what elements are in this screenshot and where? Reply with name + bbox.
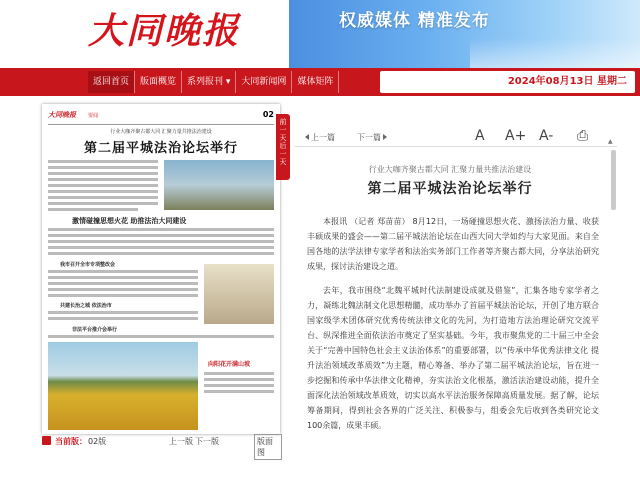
text-line	[48, 190, 158, 193]
chevron-left-icon	[305, 134, 309, 140]
text-line	[48, 282, 198, 285]
next-page-link[interactable]: 下一版	[195, 437, 219, 446]
nav-media-matrix[interactable]: 媒体矩阵	[292, 71, 339, 93]
banner-slogan: 权威媒体 精准发布	[339, 11, 490, 31]
article-paragraph: 去年，我市围绕“北魏平城时代法制建设成就及借鉴”，汇集各地专家学者之力，凝练北魏法制文化思想精髓，成功举办了首届平城法治论坛，开创了地方联合国家级学术团体研究优秀传统法律文化的先河，为打造地方法治理论研究交流平台、纵深推进全面依法治市奠定了坚实基础。今年，我市聚焦党的二十届三中全会关于“完善中国特色社会主义法治体系”的重要部署，以“传承中华优秀法律文化 提升法治领域改革质效”为主题，精心筹备、举办了第二届平城法治论坛，旨在进一步挖掘和传承中华法律文化精神，夯实法治文化根基，激活法治建设动能，提升全面深化法治领域改革质效，切实以高水平法治服务保障高质量发展。据了解，论坛筹备期间，得到社会各界的广泛关注、积极参与，组委会先后收到各类研究论文100余篇，成果丰硕。	[307, 286, 599, 430]
thumb-heading-d[interactable]: 非法平台推介会举行	[72, 327, 118, 333]
nav-overview[interactable]: 版面概览	[135, 71, 182, 93]
page-image-button[interactable]: 版面图	[254, 434, 282, 460]
text-line	[48, 252, 274, 255]
banner-decoration	[470, 38, 640, 68]
font-decrease-button[interactable]: A-	[539, 128, 554, 144]
thumb-caption[interactable]: 向阳花开满山坡	[208, 361, 251, 368]
text-line	[204, 384, 274, 387]
chevron-right-icon	[383, 134, 387, 140]
text-line	[48, 270, 198, 273]
thumb-masthead	[48, 110, 274, 125]
thumb-photo-top	[164, 160, 274, 210]
text-line	[48, 178, 158, 181]
text-line	[48, 208, 138, 211]
thumb-section: 要闻	[88, 113, 99, 119]
text-line	[204, 372, 274, 375]
text-line	[48, 288, 198, 291]
text-line	[48, 294, 198, 297]
page-thumbnail[interactable]	[42, 104, 280, 434]
article-paragraph: 本报讯 （记者 郑苗苗） 8月12日，一场碰撞思想火花、激扬法治力量、收获丰硕成果的盛会——第二届平城法治论坛在山西大同大学如约与大家见面。来自全国各地的法学法律专家学者和法治实务部门工作者等齐聚古都大同，分享法治研究成果，探讨法治建设之道。	[307, 217, 599, 271]
text-line	[204, 390, 274, 393]
prev-page-link[interactable]: 上一版	[169, 437, 193, 446]
prev-article-label: 上一篇	[311, 133, 335, 142]
text-line	[48, 234, 274, 237]
text-line	[48, 276, 198, 279]
current-page-value: 02版	[88, 437, 107, 446]
nav-home[interactable]: 返回首页	[88, 71, 135, 93]
day-switch-tab[interactable]	[276, 114, 290, 180]
article-title: 第二届平城法治论坛举行	[367, 181, 533, 197]
thumb-photo-sunflowers[interactable]	[48, 342, 198, 430]
text-line	[48, 228, 274, 231]
thumb-page-number: 02	[262, 110, 274, 119]
font-increase-button[interactable]: A+	[505, 128, 527, 144]
site-logo[interactable]: 大同晚报	[88, 10, 241, 52]
text-line	[48, 166, 158, 169]
text-line	[48, 184, 158, 187]
article-body	[307, 214, 599, 442]
nav-items	[88, 71, 339, 93]
thumb-photo-side	[204, 264, 274, 324]
thumb-subtitle[interactable]: 行业大咖齐聚古都大同 汇聚力量共推法治建设	[110, 129, 212, 135]
font-reset-button[interactable]: A	[475, 128, 485, 144]
text-line	[48, 246, 274, 249]
article-scrollbar[interactable]	[611, 150, 616, 210]
thumb-heading-a[interactable]: 激情碰撞思想火花 助推法治大同建设	[72, 217, 187, 225]
page-icon	[42, 436, 51, 445]
text-line	[48, 335, 274, 338]
nav-news-site[interactable]: 大同新闻网	[236, 71, 292, 93]
day-switch-label[interactable]: 前一天后一天	[279, 118, 287, 166]
text-line	[48, 317, 198, 320]
print-icon[interactable]: ⎙	[577, 128, 589, 144]
header-banner	[289, 0, 640, 68]
thumb-headline[interactable]: 第二届平城法治论坛举行	[83, 141, 238, 156]
thumb-heading-c[interactable]: 共建长治之城 依法治市	[60, 303, 112, 309]
nav-series-papers[interactable]: 系列报刊 ▾	[182, 71, 236, 93]
next-article-link[interactable]	[357, 132, 387, 143]
text-line	[48, 172, 158, 175]
text-line	[48, 160, 158, 163]
main-nav	[0, 68, 640, 96]
site-header	[0, 0, 640, 68]
scroll-up-icon[interactable]: ▲	[608, 138, 613, 145]
current-page-label: 当前版：	[55, 437, 87, 446]
article-panel	[295, 124, 617, 479]
text-line	[48, 196, 158, 199]
next-article-label: 下一篇	[357, 133, 381, 142]
prev-article-link[interactable]	[305, 132, 335, 143]
article-subtitle: 行业大咖齐聚古都大同 汇聚力量共推法治建设	[368, 165, 532, 174]
text-line	[48, 311, 198, 314]
thumb-logo: 大同晚报	[48, 111, 76, 119]
article-toolbar	[295, 126, 617, 147]
text-line	[204, 378, 274, 381]
thumb-heading-b[interactable]: 我市召开全市专项整改会	[60, 262, 116, 268]
issue-date: 2024年08月13日 星期二	[380, 71, 635, 93]
text-line	[48, 240, 274, 243]
text-line	[48, 202, 158, 205]
thumb-footer	[42, 436, 282, 457]
